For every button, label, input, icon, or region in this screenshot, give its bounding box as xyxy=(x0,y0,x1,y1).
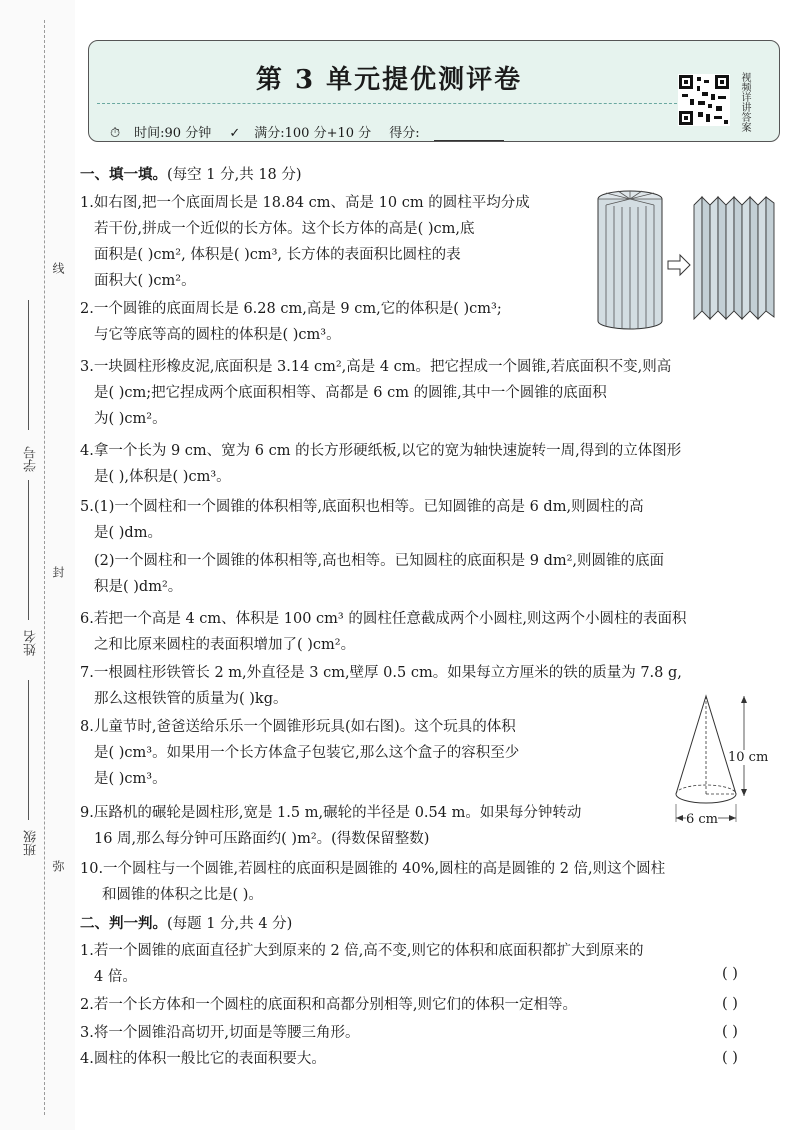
question-fill-4 xyxy=(80,438,681,490)
check-icon: ✓ xyxy=(229,126,241,141)
question-fill-3 xyxy=(80,354,671,432)
score-label: 得分: xyxy=(389,126,420,141)
question-fill-6 xyxy=(80,606,686,658)
question-fill-8 xyxy=(80,714,670,792)
binding-margin xyxy=(0,0,75,1130)
q8-line-3: 是( )cm³。 xyxy=(94,771,167,787)
q4-line-1: 4.拿一个长为 9 cm、宽为 6 cm 的长方形硬纸板,以它的宽为轴快速旋转一周,得到的立体图形 xyxy=(80,443,682,459)
cone-height-label: 10 cm xyxy=(728,750,769,765)
section-judge-note: (每题 1 分,共 4 分) xyxy=(167,916,293,932)
q5-2-line-2: 积是( )dm²。 xyxy=(94,579,183,595)
binding-char-xian: 线 xyxy=(51,262,65,274)
question-fill-5-2 xyxy=(94,548,664,600)
q1-line-2: 若干份,拼成一个近似的长方体。这个长方体的高是( )cm,底 xyxy=(94,221,475,237)
q6-line-1: 6.若把一个高是 4 cm、体积是 100 cm³ 的圆柱任意截成两个小圆柱,则这两个小圆柱的表面积 xyxy=(80,611,687,627)
cylinder-to-cuboid-figure xyxy=(592,185,782,335)
page-title: 第 3 单元提优测评卷 xyxy=(255,65,523,95)
q5-1-line-2: 是( )dm。 xyxy=(94,525,162,541)
title-divider xyxy=(97,103,677,104)
question-fill-9 xyxy=(80,800,670,852)
student-name-line xyxy=(28,480,29,620)
question-judge-4 xyxy=(80,1046,326,1072)
qr-code-icon[interactable] xyxy=(678,74,730,126)
judge-1-answer-paren[interactable]: ( ) xyxy=(722,966,738,982)
section-fill-note: (每空 1 分,共 18 分) xyxy=(167,167,302,183)
question-judge-3 xyxy=(80,1020,359,1046)
question-fill-2 xyxy=(80,296,502,348)
q3-line-3: 为( )cm²。 xyxy=(94,411,167,427)
question-fill-1 xyxy=(80,190,590,294)
binding-dashed-line xyxy=(44,20,45,1115)
binding-char-mi: 弥 xyxy=(51,860,65,872)
q10-line-1: 10.一个圆柱与一个圆锥,若圆柱的底面积是圆锥的 40%,圆柱的高是圆锥的 2 倍,则这个圆柱 xyxy=(80,861,666,877)
student-number-label: 学号 xyxy=(24,446,39,472)
j3-line-1: 3.将一个圆锥沿高切开,切面是等腰三角形。 xyxy=(80,1025,360,1041)
j1-line-2: 4 倍。 xyxy=(94,969,137,985)
q8-line-2: 是( )cm³。如果用一个长方体盒子包装它,那么这个盒子的容积至少 xyxy=(94,745,520,761)
full-score: 满分:100 分+10 分 xyxy=(254,126,372,141)
q7-line-2: 那么这根铁管的质量为( )kg。 xyxy=(94,691,288,707)
time-limit: 时间:90 分钟 xyxy=(134,126,212,141)
section-fill-heading xyxy=(80,163,302,184)
question-fill-5-1 xyxy=(80,494,644,546)
q1-line-3: 面积是( )cm², 体积是( )cm³, 长方体的表面积比圆柱的表 xyxy=(94,247,461,263)
judge-3-answer-paren[interactable]: ( ) xyxy=(722,1024,738,1040)
exam-meta xyxy=(110,122,518,141)
student-number-line xyxy=(28,300,29,430)
student-name-label: 姓名 xyxy=(24,630,39,656)
q2-line-1: 2.一个圆锥的底面周长是 6.28 cm,高是 9 cm,它的体积是( )cm³; xyxy=(80,301,502,317)
question-fill-10 xyxy=(80,856,665,908)
q5-1-line-1: 5.(1)一个圆柱和一个圆锥的体积相等,底面积也相等。已知圆锥的高是 6 dm,则圆柱的高 xyxy=(80,499,644,515)
q7-line-1: 7.一根圆柱形铁管长 2 m,外直径是 3 cm,壁厚 0.5 cm。如果每立方厘米的铁的质量为 7.8 g, xyxy=(80,665,682,681)
judge-4-answer-paren[interactable]: ( ) xyxy=(722,1050,738,1066)
binding-char-feng: 封 xyxy=(51,566,65,578)
section-judge-title: 二、判一判。 xyxy=(80,915,167,932)
judge-2-answer-paren[interactable]: ( ) xyxy=(722,996,738,1012)
class-line xyxy=(28,680,29,820)
section-judge-heading xyxy=(80,912,292,933)
q2-line-2: 与它等底等高的圆柱的体积是( )cm³。 xyxy=(94,327,341,343)
j2-line-1: 2.若一个长方体和一个圆柱的底面积和高都分别相等,则它们的体积一定相等。 xyxy=(80,997,577,1013)
question-judge-2 xyxy=(80,992,577,1018)
cone-diameter-label: 6 cm xyxy=(686,812,719,827)
q10-line-2: 和圆锥的体积之比是( )。 xyxy=(102,887,263,903)
q4-line-2: 是( ),体积是( )cm³。 xyxy=(94,469,231,485)
q6-line-2: 之和比原来圆柱的表面积增加了( )cm²。 xyxy=(94,637,356,653)
q8-line-1: 8.儿童节时,爸爸送给乐乐一个圆锥形玩具(如右图)。这个玩具的体积 xyxy=(80,719,516,735)
j4-line-1: 4.圆柱的体积一般比它的表面积要大。 xyxy=(80,1051,326,1067)
q3-line-2: 是( )cm;把它捏成两个底面积相等、高都是 6 cm 的圆锥,其中一个圆锥的底面积 xyxy=(94,385,607,401)
question-judge-1 xyxy=(80,938,644,990)
class-label: 班级 xyxy=(24,830,39,856)
q1-line-1: 1.如右图,把一个底面周长是 18.84 cm、高是 10 cm 的圆柱平均分成 xyxy=(80,195,530,211)
score-blank xyxy=(434,128,504,141)
q3-line-1: 3.一块圆柱形橡皮泥,底面积是 3.14 cm²,高是 4 cm。把它捏成一个圆锥,若底面积不变,则高 xyxy=(80,359,672,375)
clock-icon: ⏱ xyxy=(110,126,121,141)
j1-line-1: 1.若一个圆锥的底面直径扩大到原来的 2 倍,高不变,则它的体积和底面积都扩大到原来的 xyxy=(80,943,644,959)
q9-line-1: 9.压路机的碾轮是圆柱形,宽是 1.5 m,碾轮的半径是 0.54 m。如果每分钟转动 xyxy=(80,805,582,821)
q1-line-4: 面积大( )cm²。 xyxy=(94,273,196,289)
q9-line-2: 16 周,那么每分钟可压路面约( )m²。(得数保留整数) xyxy=(94,831,430,847)
qr-caption: 视频详讲答案 xyxy=(739,72,750,132)
q5-2-line-1: (2)一个圆柱和一个圆锥的体积相等,高也相等。已知圆柱的底面积是 9 dm²,则圆锥的底面 xyxy=(94,553,665,569)
question-fill-7 xyxy=(80,660,682,712)
section-fill-title: 一、填一填。 xyxy=(80,166,167,183)
